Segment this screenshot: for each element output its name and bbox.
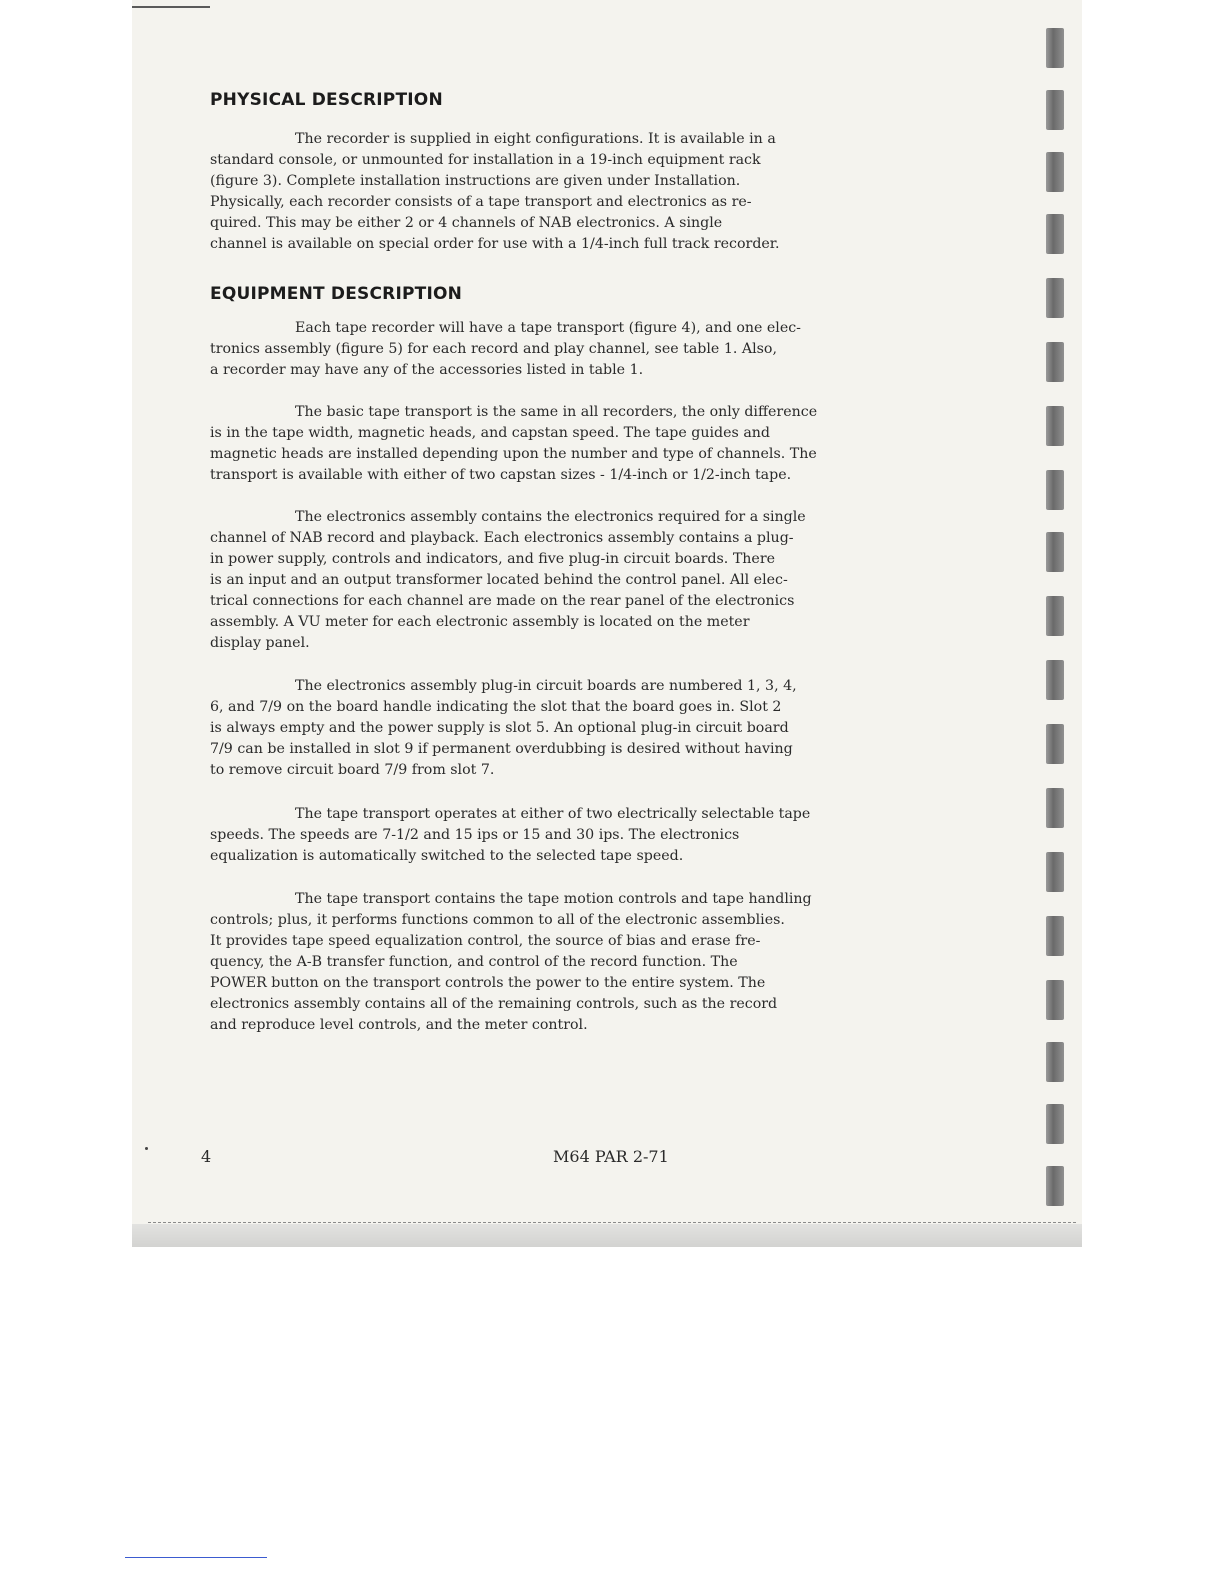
text-line: and reproduce level controls, and the meter control. bbox=[210, 1017, 588, 1033]
binder-tab bbox=[1046, 980, 1064, 1020]
binder-tab bbox=[1046, 1104, 1064, 1144]
document-code: M64 PAR 2-71 bbox=[553, 1147, 669, 1166]
binder-tab bbox=[1046, 470, 1064, 510]
binder-tab bbox=[1046, 532, 1064, 572]
page-number: 4 bbox=[201, 1147, 212, 1166]
section-heading: PHYSICAL DESCRIPTION bbox=[210, 90, 443, 110]
top-rule bbox=[132, 6, 210, 8]
text-line: display panel. bbox=[210, 635, 310, 651]
text-line: It provides tape speed equalization control, the source of bias and erase fre- bbox=[210, 933, 761, 949]
binder-tab bbox=[1046, 1166, 1064, 1206]
link-underline bbox=[125, 1557, 267, 1558]
text-line: to remove circuit board 7/9 from slot 7. bbox=[210, 762, 495, 778]
scan-bottom-edge bbox=[132, 1224, 1082, 1247]
text-line: quired. This may be either 2 or 4 channels of NAB electronics. A single bbox=[210, 215, 723, 231]
binder-tab bbox=[1046, 90, 1064, 130]
text-line: electronics assembly contains all of the remaining controls, such as the record bbox=[210, 996, 778, 1012]
paragraph bbox=[210, 507, 1000, 654]
text-line: speeds. The speeds are 7-1/2 and 15 ips or 15 and 30 ips. The electronics bbox=[210, 827, 740, 843]
text-line: Each tape recorder will have a tape transport (figure 4), and one elec- bbox=[295, 320, 801, 336]
section-heading: EQUIPMENT DESCRIPTION bbox=[210, 284, 463, 304]
margin-dot bbox=[145, 1147, 148, 1150]
binder-tab bbox=[1046, 342, 1064, 382]
text-line: The recorder is supplied in eight configurations. It is available in a bbox=[295, 131, 776, 147]
binder-tab bbox=[1046, 596, 1064, 636]
text-line: controls; plus, it performs functions common to all of the electronic assemblies. bbox=[210, 912, 785, 928]
text-line: 6, and 7/9 on the board handle indicating the slot that the board goes in. Slot 2 bbox=[210, 699, 782, 715]
binder-tab bbox=[1046, 788, 1064, 828]
binder-tab bbox=[1046, 724, 1064, 764]
text-line: magnetic heads are installed depending upon the number and type of channels. The bbox=[210, 446, 817, 462]
text-line: is in the tape width, magnetic heads, and capstan speed. The tape guides and bbox=[210, 425, 770, 441]
text-line: The electronics assembly plug-in circuit boards are numbered 1, 3, 4, bbox=[295, 678, 797, 694]
text-line: transport is available with either of two capstan sizes - 1/4-inch or 1/2-inch tape. bbox=[210, 467, 792, 483]
paragraph bbox=[210, 402, 1000, 486]
text-line: The basic tape transport is the same in all recorders, the only difference bbox=[295, 404, 818, 420]
text-line: quency, the A-B transfer function, and control of the record function. The bbox=[210, 954, 738, 970]
text-line: The tape transport contains the tape motion controls and tape handling bbox=[295, 891, 812, 907]
text-line: equalization is automatically switched to the selected tape speed. bbox=[210, 848, 684, 864]
text-line: (figure 3). Complete installation instructions are given under Installation. bbox=[210, 173, 741, 189]
binder-tab bbox=[1046, 214, 1064, 254]
binder-tab bbox=[1046, 916, 1064, 956]
binder-tab bbox=[1046, 660, 1064, 700]
binder-tabs bbox=[1042, 24, 1072, 1204]
text-line: a recorder may have any of the accessories listed in table 1. bbox=[210, 362, 644, 378]
paragraph bbox=[210, 318, 1000, 381]
binder-tab bbox=[1046, 28, 1064, 68]
paragraph bbox=[210, 804, 1000, 867]
text-line: channel of NAB record and playback. Each electronics assembly contains a plug- bbox=[210, 530, 794, 546]
text-line: channel is available on special order for use with a 1/4-inch full track recorder. bbox=[210, 236, 780, 252]
text-line: The tape transport operates at either of two electrically selectable tape bbox=[295, 806, 811, 822]
binder-tab bbox=[1046, 406, 1064, 446]
binder-tab bbox=[1046, 152, 1064, 192]
binder-tab bbox=[1046, 278, 1064, 318]
paragraph bbox=[210, 676, 1000, 781]
bottom-dashed-rule bbox=[148, 1222, 1076, 1223]
paragraph bbox=[210, 129, 1000, 255]
text-line: 7/9 can be installed in slot 9 if permanent overdubbing is desired without having bbox=[210, 741, 793, 757]
text-line: tronics assembly (figure 5) for each record and play channel, see table 1. Also, bbox=[210, 341, 777, 357]
text-line: is always empty and the power supply is slot 5. An optional plug-in circuit board bbox=[210, 720, 789, 736]
text-line: standard console, or unmounted for installation in a 19-inch equipment rack bbox=[210, 152, 761, 168]
text-line: in power supply, controls and indicators, and five plug-in circuit boards. There bbox=[210, 551, 776, 567]
text-line: Physically, each recorder consists of a tape transport and electronics as re- bbox=[210, 194, 752, 210]
text-line: assembly. A VU meter for each electronic assembly is located on the meter bbox=[210, 614, 750, 630]
text-line: The electronics assembly contains the electronics required for a single bbox=[295, 509, 806, 525]
text-line: trical connections for each channel are made on the rear panel of the electronics bbox=[210, 593, 795, 609]
paragraph bbox=[210, 889, 1000, 1036]
text-line: POWER button on the transport controls the power to the entire system. The bbox=[210, 975, 766, 991]
binder-tab bbox=[1046, 1042, 1064, 1082]
binder-tab bbox=[1046, 852, 1064, 892]
text-line: is an input and an output transformer located behind the control panel. All elec- bbox=[210, 572, 788, 588]
